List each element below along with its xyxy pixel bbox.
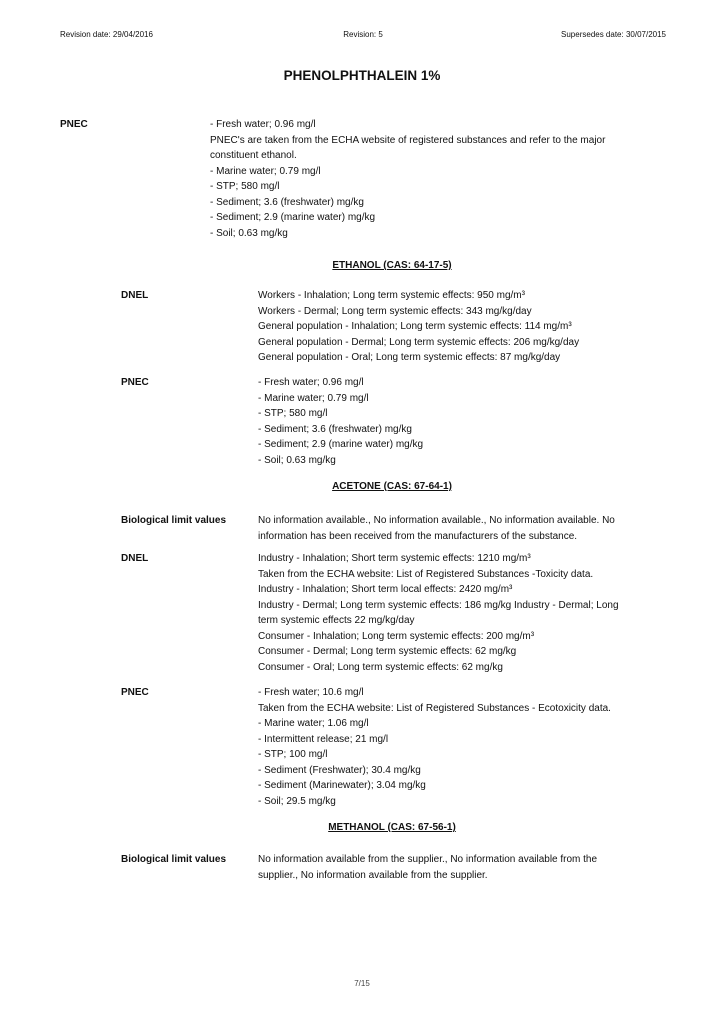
methanol-biological-label: Biological limit values — [121, 854, 227, 865]
methanol-biological-values — [258, 852, 597, 883]
text-line: No information available., No information available., No information available. No — [258, 515, 615, 526]
revision-number: Revision: 5 — [343, 30, 383, 39]
page-number: 7/15 — [354, 979, 370, 988]
ethanol-pnec-values — [258, 375, 423, 468]
text-line: No information available from the supplier., No information available from the — [258, 854, 598, 865]
text-line: Workers - Dermal; Long term systemic effects: 343 mg/kg/day — [258, 305, 532, 317]
text-line: - Sediment; 2.9 (marine water) mg/kg — [210, 212, 376, 223]
text-line: - Marine water; 0.79 mg/l — [210, 165, 321, 177]
text-line: General population - Oral; Long term systemic effects: 87 mg/kg/day — [258, 352, 561, 363]
ethanol-dnel-label: DNEL — [121, 290, 149, 301]
text-line: - STP; 580 mg/l — [258, 408, 328, 419]
acetone-pnec-values — [258, 685, 611, 809]
text-line: Industry - Dermal; Long term systemic effects: 186 mg/kg Industry - Dermal; Long — [258, 599, 619, 611]
text-line: - Fresh water; 0.96 mg/l — [210, 119, 316, 130]
text-line: - Soil; 0.63 mg/kg — [210, 227, 288, 239]
text-line: - STP; 580 mg/l — [210, 181, 280, 192]
acetone-dnel-label: DNEL — [121, 553, 149, 564]
text-line: - Fresh water; 10.6 mg/l — [258, 687, 364, 698]
text-line: - Sediment (Marinewater); 3.04 mg/kg — [258, 780, 426, 791]
text-line: Industry - Inhalation; Short term systemic effects: 1210 mg/m³ — [258, 553, 531, 564]
text-line: - Soil; 0.63 mg/kg — [258, 454, 336, 466]
acetone-heading: ACETONE (CAS: 67-64-1) — [332, 481, 452, 492]
page-header — [60, 30, 666, 44]
text-line: Taken from the ECHA website: List of Registered Substances -Toxicity data. — [258, 568, 594, 580]
text-line: Consumer - Oral; Long term systemic effects: 62 mg/kg — [258, 661, 503, 673]
pnec-values — [210, 117, 605, 241]
text-line: Taken from the ECHA website: List of Registered Substances - Ecotoxicity data. — [258, 702, 611, 714]
text-line: - Sediment; 3.6 (freshwater) mg/kg — [210, 196, 364, 208]
acetone-dnel-values — [258, 551, 619, 675]
acetone-biological-values — [258, 513, 615, 544]
text-line: Industry - Inhalation; Short term local effects: 2420 mg/m³ — [258, 584, 513, 595]
text-line: - Soil; 29.5 mg/kg — [258, 795, 336, 807]
text-line: constituent ethanol. — [210, 150, 297, 161]
methanol-heading: METHANOL (CAS: 67-56-1) — [328, 822, 456, 833]
document-title: PHENOLPHTHALEIN 1% — [283, 68, 441, 83]
supersedes-date: Supersedes date: 30/07/2015 — [561, 30, 666, 39]
acetone-biological-label: Biological limit values — [121, 515, 227, 526]
text-line: - Sediment; 2.9 (marine water) mg/kg — [258, 439, 424, 450]
text-line: General population - Dermal; Long term systemic effects: 206 mg/kg/day — [258, 336, 580, 348]
ethanol-pnec-label: PNEC — [121, 377, 149, 388]
text-line: supplier., No information available from the supplier. — [258, 869, 488, 881]
text-line: Consumer - Inhalation; Long term systemic effects: 200 mg/m³ — [258, 630, 535, 642]
revision-date: Revision date: 29/04/2016 — [60, 30, 153, 39]
text-line: General population - Inhalation; Long term systemic effects: 114 mg/m³ — [258, 321, 572, 332]
text-line: Workers - Inhalation; Long term systemic effects: 950 mg/m³ — [258, 290, 525, 301]
ethanol-dnel-values — [258, 288, 579, 366]
text-line: - Marine water; 0.79 mg/l — [258, 392, 369, 404]
text-line: - Marine water; 1.06 mg/l — [258, 718, 369, 729]
text-line: information has been received from the manufacturers of the substance. — [258, 530, 578, 542]
ethanol-heading: ETHANOL (CAS: 64-17-5) — [332, 260, 452, 271]
text-line: - STP; 100 mg/l — [258, 749, 328, 760]
text-line: term systemic effects 22 mg/kg/day — [258, 615, 415, 626]
text-line: PNEC's are taken from the ECHA website of registered substances and refer to the major — [210, 134, 606, 146]
pnec-label: PNEC — [60, 119, 88, 130]
acetone-pnec-label: PNEC — [121, 687, 149, 698]
text-line: - Intermittent release; 21 mg/l — [258, 733, 389, 745]
text-line: - Sediment (Freshwater); 30.4 mg/kg — [258, 764, 421, 776]
text-line: Consumer - Dermal; Long term systemic effects: 62 mg/kg — [258, 646, 517, 657]
text-line: - Sediment; 3.6 (freshwater) mg/kg — [258, 423, 412, 435]
text-line: - Fresh water; 0.96 mg/l — [258, 377, 364, 388]
